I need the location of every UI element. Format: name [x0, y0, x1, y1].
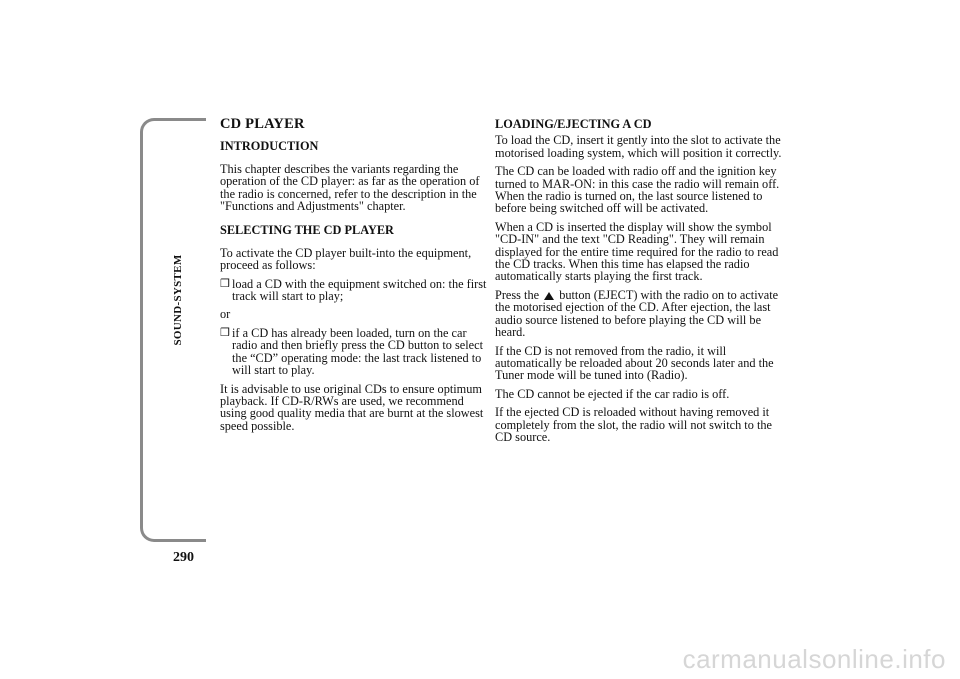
section-title: CD PLAYER	[220, 116, 305, 132]
eject-icon	[544, 292, 554, 300]
paragraph-text-end: button (EJECT) with the radio on to activate the motorised ejection of the CD. After ejection, the last audio source listened to before playing the CD will be heard.	[495, 287, 779, 340]
loading-ejecting-heading: LOADING/EJECTING A CD	[495, 117, 652, 131]
advice-text: It is advisable to use original CDs to ensure optimum playback. If CD-R/RWs are used, we recommend using good quality media that are burnt at the slowest speed possible.	[220, 381, 484, 433]
introduction-heading: INTRODUCTION	[220, 139, 319, 154]
right-column	[495, 118, 787, 449]
bullet-text: if a CD has already been loaded, turn on the car radio and then briefly press the CD button to select the “CD” operating mode: the last track listened to will start to play.	[232, 325, 483, 378]
paragraph: If the ejected CD is reloaded without having removed it completely from the slot, the radio will not switch to the CD source.	[495, 405, 772, 444]
checkbox-bullet-icon: ❒	[220, 277, 230, 290]
list-item	[220, 278, 492, 303]
paragraph: To load the CD, insert it gently into the slot to activate the motorised loading system, which will position it correctly.	[495, 133, 782, 160]
paragraph: If the CD is not removed from the radio, it will automatically be reloaded about 20 seconds later and the Tuner mode will be tuned into (Radio).	[495, 343, 774, 383]
introduction-text: This chapter describes the variants regarding the operation of the CD player: as far as the operation of the radio is concerned, refer to the description in the "Functions and Adjustments" chapter.	[220, 161, 480, 214]
list-item	[220, 327, 492, 377]
selecting-text: To activate the CD player built-into the equipment, proceed as follows:	[220, 245, 472, 273]
paragraph-text-start: Press the	[495, 287, 540, 302]
watermark: carmanualsonline.info	[682, 644, 946, 674]
page-number: 290	[173, 550, 194, 565]
or-text: or	[220, 307, 231, 322]
checkbox-bullet-icon: ❒	[220, 326, 230, 339]
left-column	[220, 118, 492, 438]
selecting-heading: SELECTING THE CD PLAYER	[220, 223, 394, 238]
bullet-text: load a CD with the equipment switched on: the first track will start to play;	[232, 276, 487, 304]
paragraph: The CD can be loaded with radio off and the ignition key turned to MAR-ON: in this case the radio will remain off. When the radio is turned on, the last source listened to before being switched off will be activated.	[495, 164, 780, 216]
paragraph: When a CD is inserted the display will show the symbol "CD-IN" and the text "CD Reading". They will remain displayed for the entire time required for the radio to read the CD tracks. When this time has elapsed the radio automatically starts playing the first track.	[495, 219, 779, 284]
paragraph: The CD cannot be ejected if the car radio is off.	[495, 386, 730, 401]
section-side-label: SOUND-SYSTEM	[172, 254, 184, 346]
paragraph-eject	[495, 289, 787, 339]
